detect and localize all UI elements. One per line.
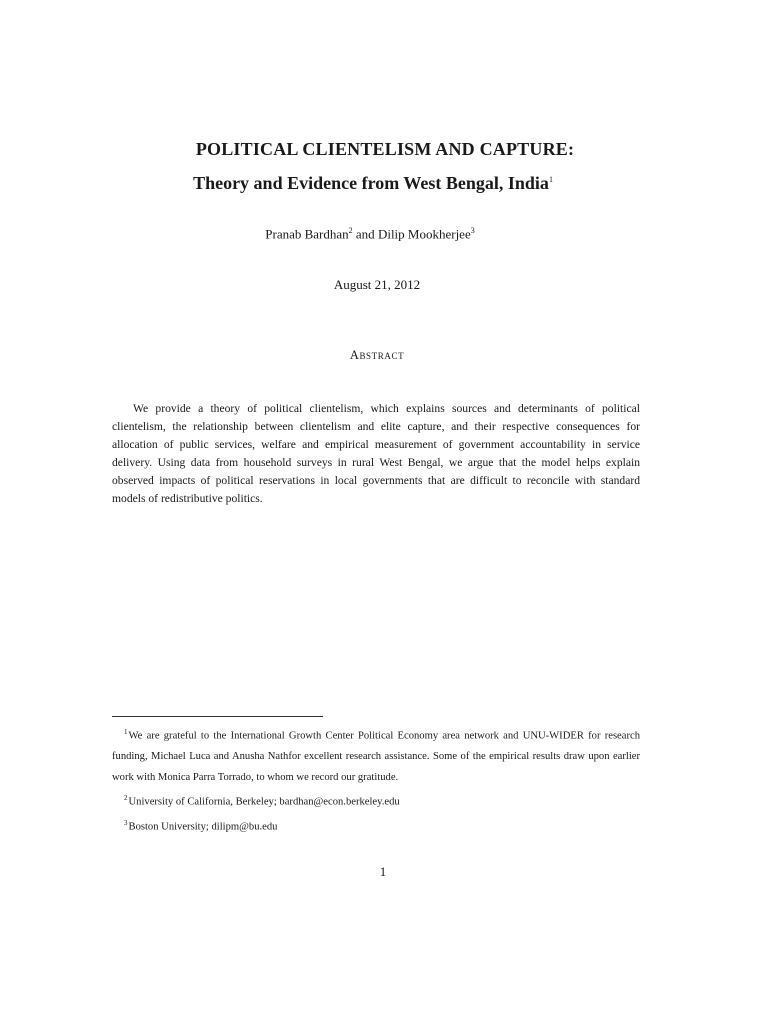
footnote-divider <box>112 716 323 717</box>
page-number: 1 <box>379 864 387 879</box>
author-name-first: Pranab Bardhan <box>265 226 349 242</box>
author-name-second: Dilip Mookherjee <box>377 226 471 242</box>
subtitle-text: Theory and Evidence from West Bengal, India <box>193 173 549 193</box>
footnote-1 <box>112 722 640 788</box>
author-line <box>0 226 740 242</box>
footnote-text: Boston University; dilipm@bu.edu <box>128 821 278 833</box>
author-second-footnote-mark: 3 <box>470 226 475 235</box>
abstract-heading: Abstract <box>349 348 405 362</box>
author-first-footnote-mark: 2 <box>348 226 353 235</box>
footnote-mark: 3 <box>124 819 128 828</box>
author-connector: and <box>355 226 375 242</box>
footnote-3 <box>112 813 640 838</box>
footnote-2 <box>112 788 640 813</box>
paper-title: POLITICAL CLIENTELISM AND CAPTURE: <box>195 139 575 159</box>
subtitle-footnote-mark: 1 <box>548 175 553 184</box>
footnote-text: University of California, Berkeley; bardhan@econ.berkeley.edu <box>128 796 400 808</box>
footnotes <box>112 722 640 838</box>
abstract-body: We provide a theory of political clientelism, which explains sources and determinants of political clientelism, the relationship between clientelism and elite capture, and their respective consequences for allocation of public services, welfare and empirical measurement of government accountability in service delivery. Using data from household surveys in rural West Bengal, we argue that the model helps explain observed impacts of political reservations in local governments that are difficult to reconcile with standard models of redistributive politics. <box>112 402 640 505</box>
footnote-mark: 1 <box>124 728 128 736</box>
footnote-mark: 2 <box>124 794 128 803</box>
paper-subtitle <box>0 173 743 194</box>
paper-date: August 21, 2012 <box>333 277 421 292</box>
footnote-text: We are grateful to the International Growth Center Political Economy area network and UNU-WIDER for research funding, Michael Luca and Anusha Nathfor excellent research assistance. Some of the empirical results draw upon earlier work with Monica Parra Torrado, to whom we record our gratitude. <box>112 730 640 783</box>
